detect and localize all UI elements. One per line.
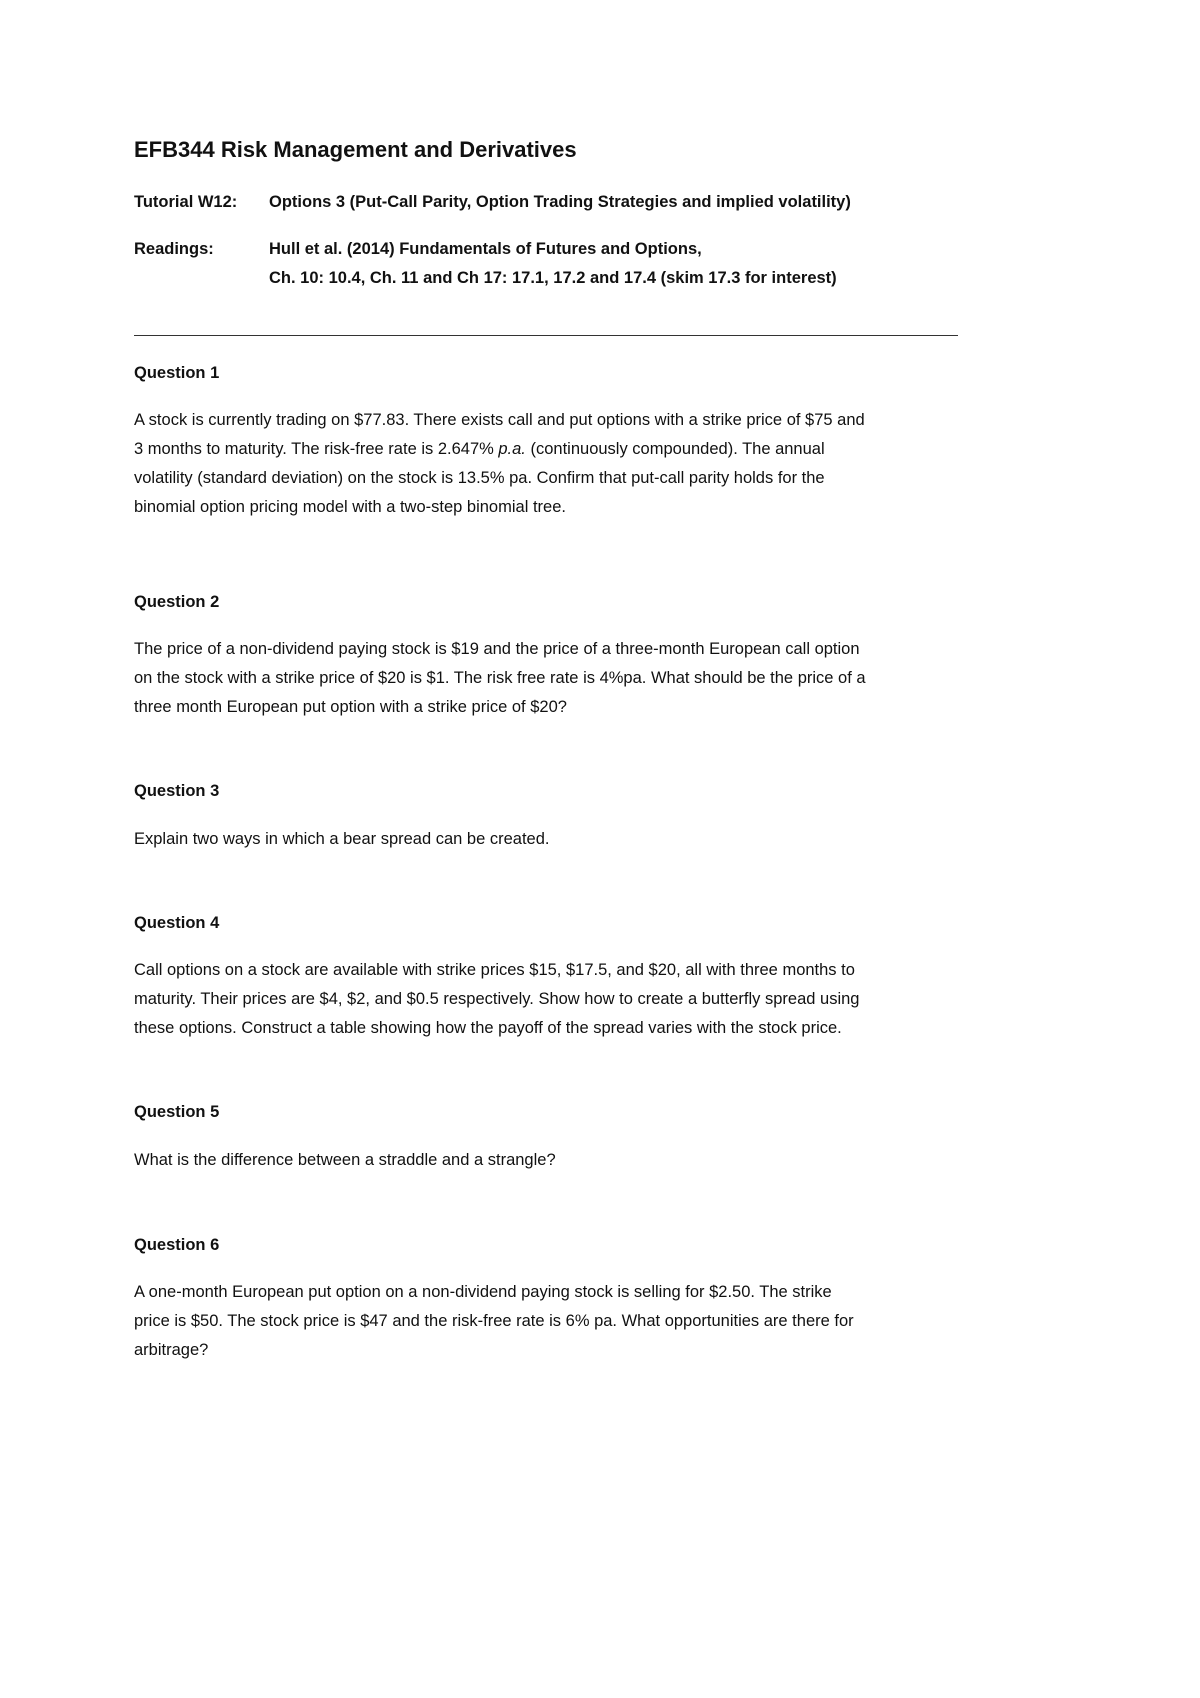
question-text-line: The price of a non-dividend paying stock is $19 and the price of a three-month European call option bbox=[134, 640, 860, 658]
question-heading: Question 5 bbox=[134, 1103, 220, 1121]
readings-line: Hull et al. (2014) Fundamentals of Futures and Options, bbox=[269, 240, 702, 258]
question-text-line: binomial option pricing model with a two-step binomial tree. bbox=[134, 498, 566, 516]
question-heading: Question 4 bbox=[134, 914, 220, 932]
question-text-line: on the stock with a strike price of $20 is $1. The risk free rate is 4%pa. What should be the price of a bbox=[134, 669, 866, 687]
horizontal-divider bbox=[134, 335, 958, 336]
question-text-line: 3 months to maturity. The risk-free rate is 2.647% p.a. (continuously compounded). The annual bbox=[134, 440, 825, 458]
readings-line: Ch. 10: 10.4, Ch. 11 and Ch 17: 17.1, 17.2 and 17.4 (skim 17.3 for interest) bbox=[269, 269, 837, 287]
document-title: EFB344 Risk Management and Derivatives bbox=[134, 137, 577, 162]
question-heading: Question 6 bbox=[134, 1236, 220, 1254]
question-text-line: maturity. Their prices are $4, $2, and $0.5 respectively. Show how to create a butterfly spread using bbox=[134, 990, 860, 1008]
question-heading: Question 3 bbox=[134, 782, 220, 800]
question-heading: Question 2 bbox=[134, 593, 220, 611]
question-text-line: arbitrage? bbox=[134, 1341, 209, 1359]
question-text-line: A stock is currently trading on $77.83. There exists call and put options with a strike price of $75 and bbox=[134, 411, 865, 429]
question-text-line: three month European put option with a strike price of $20? bbox=[134, 698, 567, 716]
question-text-line: price is $50. The stock price is $47 and the risk-free rate is 6% pa. What opportunities are there for bbox=[134, 1312, 854, 1330]
question-heading: Question 1 bbox=[134, 364, 220, 382]
question-text-line: Call options on a stock are available with strike prices $15, $17.5, and $20, all with three months to bbox=[134, 961, 855, 979]
question-text-line: volatility (standard deviation) on the stock is 13.5% pa. Confirm that put-call parity holds for the bbox=[134, 469, 825, 487]
question-text-line: A one-month European put option on a non-dividend paying stock is selling for $2.50. The strike bbox=[134, 1283, 832, 1301]
question-text-line: What is the difference between a straddle and a strangle? bbox=[134, 1151, 556, 1169]
question-text-line: Explain two ways in which a bear spread can be created. bbox=[134, 830, 550, 848]
readings-label: Readings: bbox=[134, 240, 214, 258]
question-text-line: these options. Construct a table showing how the payoff of the spread varies with the stock price. bbox=[134, 1019, 842, 1037]
tutorial-label: Tutorial W12: bbox=[134, 193, 238, 211]
tutorial-value: Options 3 (Put-Call Parity, Option Trading Strategies and implied volatility) bbox=[269, 193, 851, 211]
